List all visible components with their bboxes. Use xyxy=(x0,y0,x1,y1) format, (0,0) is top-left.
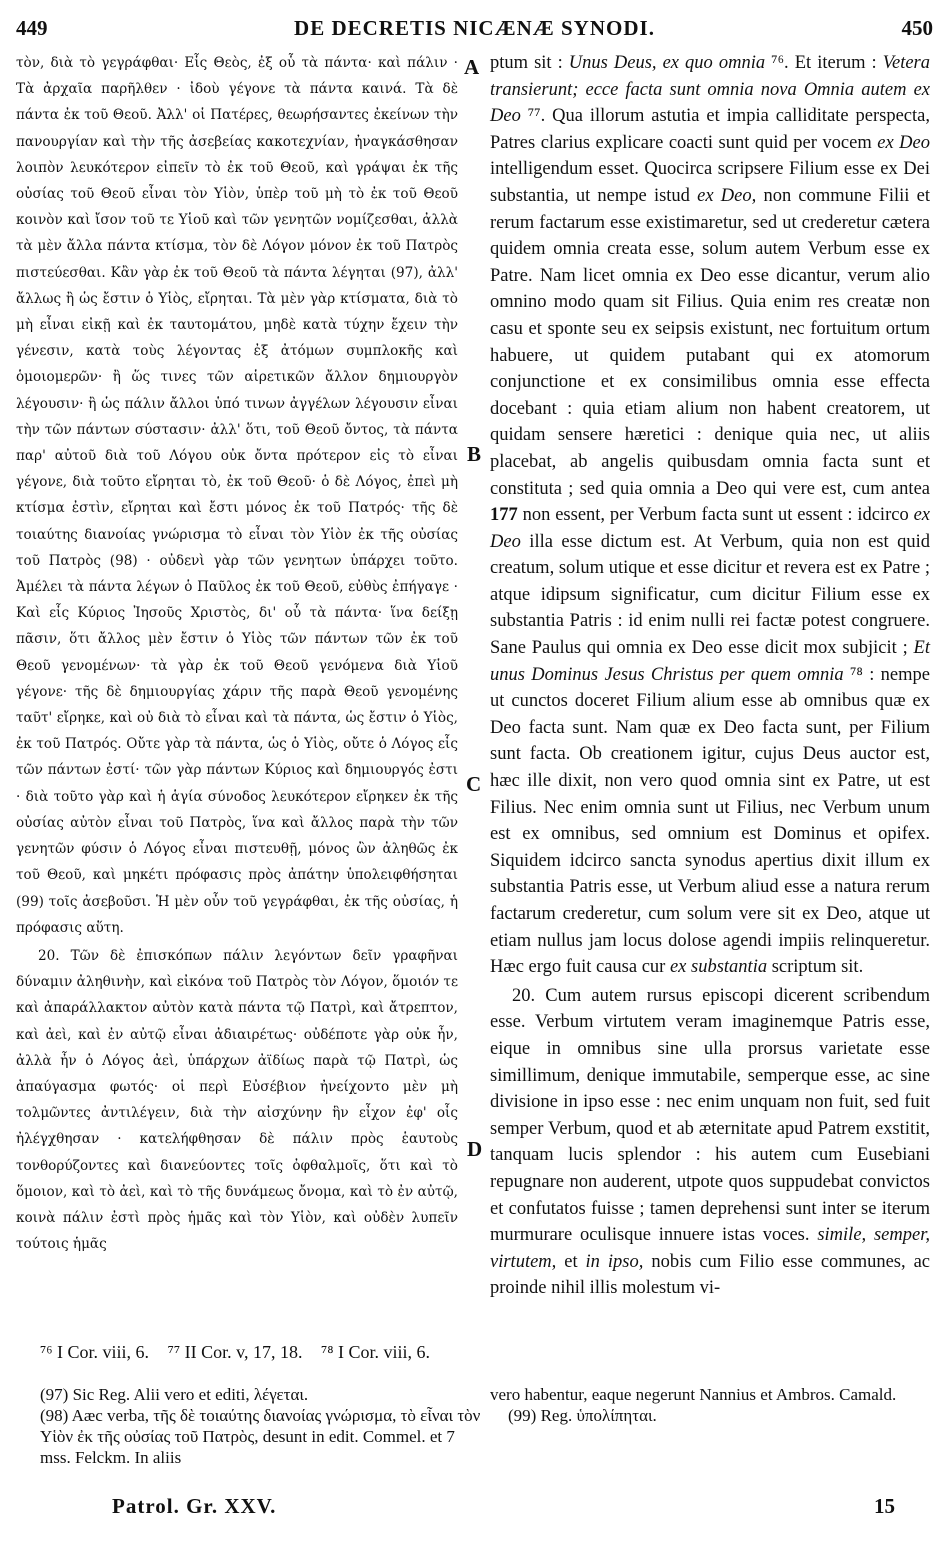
footnotes-right xyxy=(490,1384,930,1426)
series-footer: Patrol. Gr. XXV. xyxy=(112,1494,277,1518)
text-run: et xyxy=(556,1251,586,1272)
greek-column xyxy=(16,50,458,1257)
text-run: ⁷⁸ : nempe ut cunctos doceret Filium alium esse ab omnibus quæ ex Deo facta sunt. Nam quæ ex Deo facta sunt, per Filium sunt facta. Ob creationem igitur, cujus Deus auctor est, hæc ille dixit, non vero quod omnia sint ex Patre, ut est Filius. Nec enim omnia sunt ut Filius, nec Verbum unum est ex omnibus, sed omnium est Dominus et opifex. Siquidem idcirco sancta synodus apertius dixit illum ex substantia Patris esse, ut Verbum aliud esse a natura rerum factarum crederetur, cum solum vere sit ex Deo, atque ut etiam nullus jam locus dolose agendi impiis relinqueretur. Hæc ergo fuit causa cur xyxy=(490,664,930,978)
footnote-99: (99) Reg. ὑπολίπηται. xyxy=(508,1406,657,1425)
running-title: DE DECRETIS NICÆNÆ SYNODI. xyxy=(294,16,655,40)
scripture-quote: Vetera transierunt; ecce facta sunt omnia nova Omnia autem ex Deo xyxy=(490,53,930,127)
text-run: non essent, per Verbum facta sunt ut essent : idcirco xyxy=(517,505,914,526)
running-header xyxy=(16,16,933,46)
latin-paragraph-1 xyxy=(490,50,930,981)
emphasis: ex Deo, xyxy=(697,185,757,206)
text-run: non commune Filii et rerum factarum esse existimaretur, sed ut crederetur cætera quidem omnia creata esse, solum autem Verbum esse ex Patre. Nam licet omnia ex Deo esse dicantur, verum alio omnino modo quam sit Filius. Quia enim res creatæ non casu et sponte seu ex seipsis existunt, nec fortuitum ortum habuere, ut quidem putabant qui ex atomorum conjunctione et ex consimilibus omnia esse effecta docebant : quia etiam alium non habent creatorem, ut quidam sensere hæretici : denique quia nec, ut aliis placebat, ab angelis quibusdam omnia facta sunt et constituta ; sed quia omnia a Deo qui vere est, cum antea xyxy=(490,185,930,499)
latin-paragraph-20 xyxy=(490,983,930,1302)
emphasis: simile, semper, virtutem, xyxy=(490,1225,930,1272)
margin-letter-c: C xyxy=(466,772,482,796)
text-run: nobis cum Filio esse communes, ac proinde nihil illis molestum vi- xyxy=(490,1251,930,1299)
margin-letter-b: B xyxy=(467,442,482,466)
emphasis: ex Deo xyxy=(877,132,930,153)
footnote-98: (98) Aæc verba, τῆς δὲ τοιαύτης διανοίας γνώρισμα, τὸ εἶναι τὸν Υἱὸν ἐκ τῆς οὐσίας τοῦ Πατρὸς, desunt in edit. Commel. et 7 mss. Felckm. In aliis xyxy=(40,1406,481,1467)
footnotes-left xyxy=(40,1384,482,1468)
margin-letter-d: D xyxy=(467,1137,483,1161)
scripture-quote: Unus Deus, ex quo omnia xyxy=(568,53,766,73)
text-run: ⁷⁷. Qua illorum astutia et impia calliditate perspecta, Patres clarius explicare coacti sunt quid per vocem xyxy=(490,106,930,153)
scripture-ref-76: ⁷⁶ I Cor. viii, 6. xyxy=(40,1342,150,1362)
text-run: 20. Cum autem rursus episcopi dicerent scribendum esse. Verbum virtutem veram imaginemque Patris esse, eique in omnibus sine ulla prorsus varietate esse simillimum, denique immutabile, semperque esse, ac sine divisione in ipso esse : nec enim unquam non fuit, sed fuit semper Verbum, quod et ab æternitate apud Patrem exstitit, tanquam lucis splendor : his autem cum Eusebiani repugnare non auderent, utpote quos suppudebat convictos et confutatos fuisse ; tamen deprehensi sunt inter se iterum murmurare oculisque innuere istas voces. xyxy=(490,985,930,1246)
page-number-left: 449 xyxy=(16,16,48,40)
scripture-quote: Et unus Dominus Jesus Christus per quem omnia xyxy=(490,638,930,685)
scripture-ref-78: ⁷⁸ I Cor. viii, 6. xyxy=(320,1342,431,1362)
column-number: 177 xyxy=(490,505,518,526)
greek-paragraph-1: τὸν, διὰ τὸ γεγράφθαι· Εἷς Θεὸς, ἐξ οὗ τὰ πάντα· καὶ πάλιν · Τὰ ἀρχαῖα παρῆλθεν · ἰδοὺ γέγονε τὰ πάντα καινά. Τὰ δὲ πάντα ἐκ τοῦ Θεοῦ. Ἀλλ' οἱ Πατέρες, θεωρήσαντες ἐκείνων τὴν πανουργίαν καὶ τὴν τῆς ἀσεβείας κακοτεχνίαν, ἠναγκάσθησαν λοιπὸν λευκότερον εἰπεῖν τὸ ἐκ τοῦ Θεοῦ, καὶ γράψαι ἐκ τῆς οὐσίας τοῦ Θεοῦ εἶναι τὸν Υἱὸν, ὑπὲρ τοῦ μὴ τὸ ἐκ τοῦ Θεοῦ κοινὸν καὶ ἴσον τοῦ τε Υἱοῦ καὶ τῶν γενητῶν νομίζεσθαι, ἀλλὰ τὰ μὲν ἄλλα πάντα κτίσμα, τὸν δὲ Λόγον μόνον ἐκ τοῦ Πατρὸς πιστεύεσθαι. Κἂν γὰρ ἐκ τοῦ Θεοῦ τὰ πάντα λέγηται (97), ἀλλ' ἄλλως ἢ ὡς ἔστιν ὁ Υἱὸς, εἴρηται. Τὰ μὲν γὰρ κτίσματα, διὰ τὸ μὴ εἶναι εἰκῇ καὶ ἐκ ταυτομάτου, μηδὲ κατὰ τύχην ἔχειν τὴν γένεσιν, κατὰ τοὺς λέγοντας ἐξ ἀτόμων συμπλοκῆς καὶ ὁμοιομερῶν· ἢ ὥς τινες τῶν αἱρετικῶν ἄλλον δημιουργὸν λέγουσιν· ἢ ὡς πάλιν ἄλλοι ὑπό τινων ἀγγέλων λέγουσιν εἶναι τὴν τῶν πάντων σύστασιν· ἀλλ' ὅτι, τοῦ Θεοῦ ὄντος, τὰ πάντα παρ' αὐτοῦ διὰ τοῦ Λόγου οὐκ ὄντα πρότερον εἰς τὸ εἶναι γέγονε, διὰ τοῦτο εἴρηται τὸ, ἐκ τοῦ Θεοῦ· ὁ δὲ Λόγος, ἐπεὶ μὴ κτίσμα ἐστὶν, εἴρηται καὶ ἔστι μόνος ἐκ τοῦ Πατρός· τῆς δὲ τοιαύτης διανοίας γνώρισμα τὸ εἶναι τὸν Υἱὸν ἐκ τῆς οὐσίας τοῦ Πατρὸς (98) · οὐδενὶ γὰρ τῶν γενητων ὑπάρχει τοῦτο. Ἀμέλει τὰ πάντα λέγων ὁ Παῦλος ἐκ τοῦ Θεοῦ, εὐθὺς ἐπήγαγε · Καὶ εἷς Κύριος Ἰησοῦς Χριστὸς, δι' οὗ τὰ πάντα· ἵνα δείξῃ πᾶσιν, ὅτι ἄλλος μὲν ἔστιν ὁ Υἱὸς τῶν πάντων τῶν ἐκ τοῦ Θεοῦ γενομένων· τὰ γὰρ ἐκ τοῦ Θεοῦ γενόμενα διὰ Υἱοῦ γέγονε· τῆς δὲ δημιουργίας χάριν τῆς παρὰ Θεοῦ γενομένης ταῦτ' εἴρηκε, καὶ οὐ διὰ τὸ εἶναι καὶ τὰ πάντα, ὡς ἔστιν ὁ Υἱὸς, ἐκ τοῦ Πατρός. Οὔτε γὰρ τὰ πάντα, ὡς ὁ Υἱὸς, οὔτε ὁ Λόγος εἷς τῶν πάντων ἐστί· τῶν γὰρ πάντων Κύριος καὶ δημιουργός ἐστι · διὰ τοῦτο γὰρ καὶ ἡ ἁγία σύνοδος λευκότερον εἴρηκεν ἐκ τῆς οὐσίας αὐτὸν εἶναι τοῦ Πατρὸς, ἵνα καὶ ἄλλος παρὰ τὴν τῶν γενητῶν φύσιν ὁ Λόγος εἶναι πιστευθῇ, μόνος ὢν ἀληθῶς ἐκ τοῦ Θεοῦ, καὶ μηκέτι πρόφασις πρὸς ἀπάτην ὑπολειφθήσηται (99) τοῖς ἀσεβοῦσι. Ἡ μὲν οὖν τοῦ γεγράφθαι, ἐκ τῆς οὐσίας, ἡ πρόφασις αὕτη. xyxy=(16,55,458,936)
margin-letter-a: A xyxy=(464,55,480,79)
text-run: illa esse dictum est. At Verbum, quia non est quid creatum, solum utique et esse dicitur et revera est ex Patre ; atque idipsum significatur, cum dicitur Filium esse ex substantia Patris : id enim nulli rei factæ potest congruere. Sane Paulus qui omnia ex Deo esse dicit mox subjicit ; xyxy=(490,531,930,659)
text-run: ⁷⁶. Et iterum : xyxy=(765,53,883,73)
text-run: ptum sit : xyxy=(490,53,569,73)
emphasis: ex Deo xyxy=(490,505,930,552)
text-run: scriptum sit. xyxy=(767,957,864,978)
footnote-97: (97) Sic Reg. Alii vero et editi, λέγεται. xyxy=(40,1385,309,1404)
greek-paragraph-20: 20. Τῶν δὲ ἐπισκόπων πάλιν λεγόντων δεῖν γραφῆναι δύναμιν ἀληθινὴν, καὶ εἰκόνα τοῦ Πατρὸς τὸν Λόγον, ὅμοιόν τε καὶ ἀπαράλλακτον αὐτὸν κατὰ πάντα τῷ Πατρὶ, καὶ ἄτρεπτον, καὶ ἀεὶ, καὶ ἐν αὐτῷ εἶναι ἀδιαιρέτως· οὐδέποτε γὰρ οὐκ ἦν, ἀλλὰ ἦν ὁ Λόγος ἀεὶ, ὑπάρχων ἀϊδίως παρὰ τῷ Πατρὶ, ὡς ἀπαύγασμα φωτός· οἱ περὶ Εὐσέβιον ἠνείχοντο μὲν μὴ τολμῶντες ἀντιλέγειν, διὰ τὴν αἰσχύνην ἣν εἶχον ἐφ' οἷς ἠλέγχθησαν · κατελήφθησαν δὲ πάλιν πρὸς ἑαυτοὺς τονθορύζοντες καὶ διανεύοντες τοῖς ὀφθαλμοῖς, ὅτι καὶ τὸ ὅμοιον, καὶ τὸ ἀεὶ, καὶ τὸ τῆς δυνάμεως ὄνομα, καὶ τὸ ἐν αὐτῷ, κοινὰ πάλιν ἐστὶ πρὸς ἡμᾶς καὶ τὸν Υἱὸν, καὶ οὐδὲν λυπεῖν τούτοις ἡμᾶς xyxy=(16,947,458,1253)
latin-column xyxy=(490,50,930,1302)
scripture-references xyxy=(40,1342,430,1363)
signature-mark: 15 xyxy=(874,1494,895,1518)
page-number-right: 450 xyxy=(901,16,933,40)
emphasis: in ipso, xyxy=(585,1251,644,1272)
footnote-98-continued: vero habentur, eaque negerunt Nannius et Ambros. Camald. xyxy=(490,1385,897,1404)
scripture-ref-77: ⁷⁷ II Cor. v, 17, 18. xyxy=(167,1342,303,1362)
emphasis: ex substantia xyxy=(669,957,768,978)
text-run: intelligendum esset. Quocirca scripsere Filium esse ex Dei substantia, ut nempe istud xyxy=(490,159,930,206)
